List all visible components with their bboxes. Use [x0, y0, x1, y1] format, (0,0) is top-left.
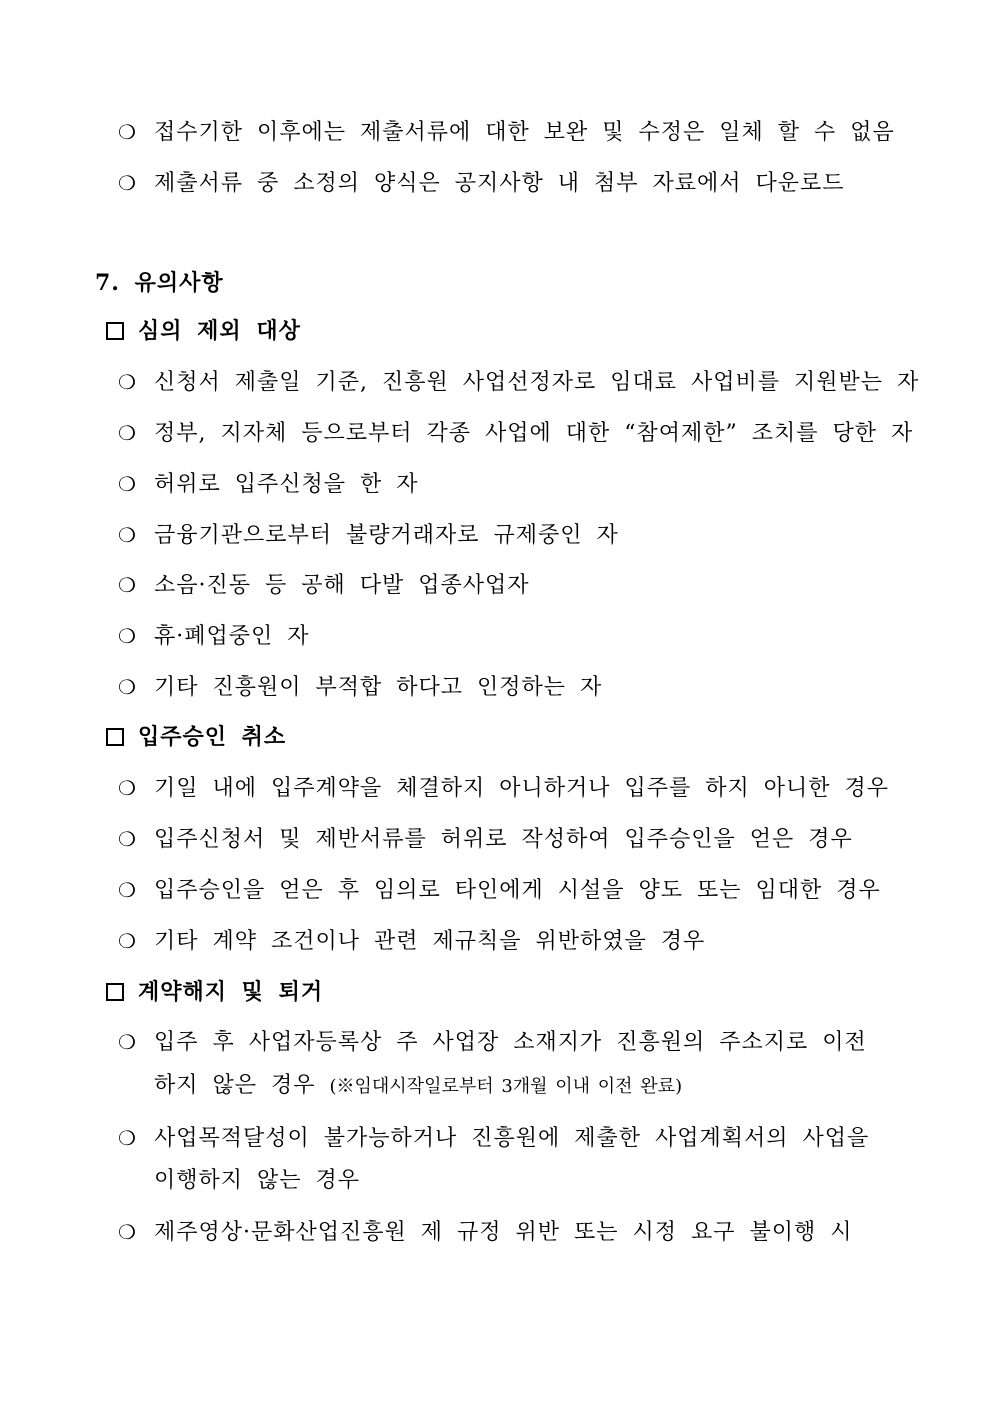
- group-heading: 심의 제외 대상: [106, 316, 301, 346]
- circle-bullet-icon: ❍: [118, 171, 137, 195]
- footnote-text: (※임대시작일로부터 3개월 이내 이전 완료): [329, 1076, 683, 1097]
- checkbox-square-icon: [106, 728, 124, 746]
- circle-bullet-icon: ❍: [118, 472, 137, 496]
- checkbox-square-icon: [106, 322, 124, 340]
- circle-bullet-icon: ❍: [118, 120, 137, 144]
- list-item: ❍ 입주 후 사업자등록상 주 사업장 소재지가 진흥원의 주소지로 이전: [118, 1027, 908, 1058]
- circle-bullet-icon: ❍: [118, 523, 137, 547]
- list-item: ❍ 기타 계약 조건이나 관련 제규칙을 위반하였을 경우: [118, 926, 908, 957]
- circle-bullet-icon: ❍: [118, 421, 137, 445]
- circle-bullet-icon: ❍: [118, 929, 137, 953]
- list-item: ❍ 입주신청서 및 제반서류를 허위로 작성하여 입주승인을 얻은 경우: [118, 824, 908, 855]
- group-heading: 계약해지 및 퇴거: [106, 977, 323, 1007]
- list-item: ❍ 기일 내에 입주계약을 체결하지 아니하거나 입주를 하지 아니한 경우: [118, 773, 908, 804]
- circle-bullet-icon: ❍: [118, 1126, 137, 1150]
- list-item: ❍ 접수기한 이후에는 제출서류에 대한 보완 및 수정은 일체 할 수 없음: [118, 117, 908, 148]
- list-item: ❍ 휴·폐업중인 자: [118, 621, 908, 652]
- circle-bullet-icon: ❍: [118, 370, 137, 394]
- list-item: ❍ 제주영상·문화산업진흥원 제 규정 위반 또는 시정 요구 불이행 시: [118, 1217, 908, 1248]
- circle-bullet-icon: ❍: [118, 1030, 137, 1054]
- list-item: ❍ 입주승인을 얻은 후 임의로 타인에게 시설을 양도 또는 임대한 경우: [118, 875, 908, 906]
- list-item: ❍ 기타 진흥원이 부적합 하다고 인정하는 자: [118, 672, 908, 703]
- circle-bullet-icon: ❍: [118, 1220, 137, 1244]
- circle-bullet-icon: ❍: [118, 776, 137, 800]
- list-item: ❍ 소음·진동 등 공해 다발 업종사업자: [118, 570, 908, 601]
- section-title: 7. 유의사항: [95, 270, 224, 296]
- checkbox-square-icon: [106, 983, 124, 1001]
- list-item: ❍ 신청서 제출일 기준, 진흥원 사업선정자로 임대료 사업비를 지원받는 자: [118, 367, 908, 398]
- list-item: ❍ 금융기관으로부터 불량거래자로 규제중인 자: [118, 520, 908, 551]
- group-heading: 입주승인 취소: [106, 722, 286, 752]
- circle-bullet-icon: ❍: [118, 827, 137, 851]
- list-item-continuation: 이행하지 않는 경우: [154, 1168, 361, 1193]
- circle-bullet-icon: ❍: [118, 675, 137, 699]
- list-item: ❍ 사업목적달성이 불가능하거나 진흥원에 제출한 사업계획서의 사업을: [118, 1123, 908, 1154]
- list-item: ❍ 정부, 지자체 등으로부터 각종 사업에 대한 “참여제한” 조치를 당한 자: [118, 418, 908, 449]
- list-item: ❍ 제출서류 중 소정의 양식은 공지사항 내 첨부 자료에서 다운로드: [118, 168, 908, 199]
- circle-bullet-icon: ❍: [118, 878, 137, 902]
- circle-bullet-icon: ❍: [118, 573, 137, 597]
- list-item-continuation: 하지 않은 경우 (※임대시작일로부터 3개월 이내 이전 완료): [154, 1073, 683, 1098]
- circle-bullet-icon: ❍: [118, 624, 137, 648]
- list-item: ❍ 허위로 입주신청을 한 자: [118, 469, 908, 500]
